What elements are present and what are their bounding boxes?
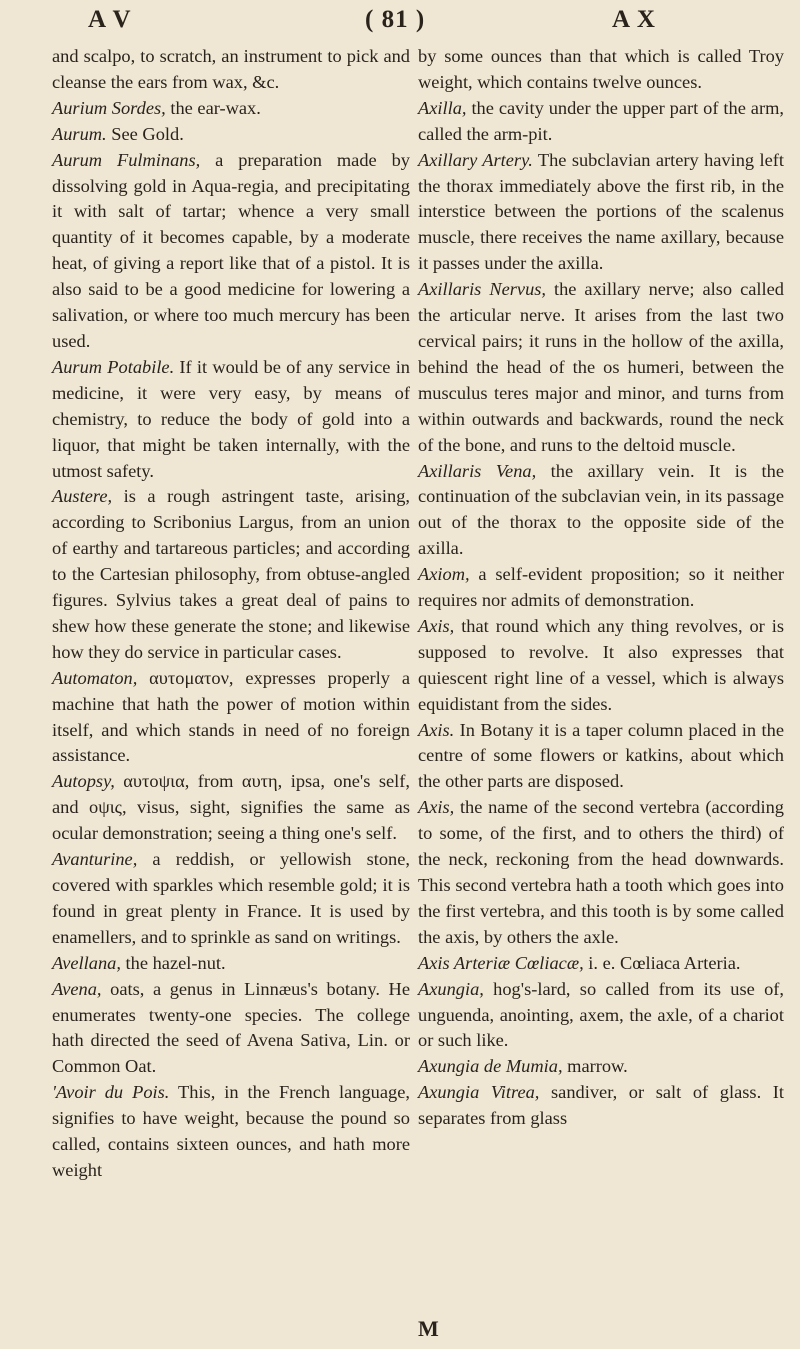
dictionary-entry	[52, 847, 410, 951]
entry-definition: the ear-wax.	[165, 97, 261, 118]
left-column	[52, 44, 410, 1184]
entry-definition: is a rough astringent taste, arising, according to Scribonius Largus, from an union of earthy and tartareous particles; and according to the Cartesian philosophy, from obtuse-angled figures. Sylvius takes a great deal of pains to shew how these generate the stone; and likewise how they do service in particular cases.	[52, 486, 410, 662]
entry-definition: a preparation made by dissolving gold in Aqua-regia, and precipitating it with salt of tartar; whence a very small quantity of it becomes capable, by a moderate heat, of giving a report like that of a pistol. It is also said to be a good medicine for lowering a salivation, or where too much mercury has been used.	[52, 149, 410, 351]
dictionary-entry	[418, 562, 784, 614]
entry-definition: and scalpo, to scratch, an instrument to pick and cleanse the ears from wax, &c.	[52, 46, 410, 92]
entry-term: Axillaris Vena,	[418, 460, 537, 481]
entry-definition: that round which any thing revolves, or is supposed to revolve. It also expresses that quiescent right line of a vessel, which is always equidistant from the sides.	[418, 615, 784, 714]
dictionary-entry	[52, 1080, 410, 1184]
dictionary-entry	[52, 148, 410, 355]
entry-definition: The subclavian artery having left the thorax immediately above the first rib, in the interstice between the portions of the scalenus muscle, there receives the name axillary, because it passes under the axilla.	[418, 149, 784, 274]
dictionary-entry	[418, 148, 784, 278]
entry-definition: i. e. Cœliaca Arteria.	[583, 952, 741, 973]
entry-term: Axungia de Mumia,	[418, 1056, 563, 1077]
entry-definition: the name of the second vertebra (according to some, of the first, and to others the third) of the neck, reckoning from the head downwards. This second vertebra hath a tooth which goes into the first vertebra, and this tooth is by some called the axis, by others the axle.	[418, 797, 784, 947]
entry-term: Aurum.	[52, 123, 107, 144]
entry-term: Avellana,	[52, 952, 121, 973]
entry-term: Aurum Potabile.	[52, 356, 175, 377]
dictionary-entry	[52, 484, 410, 665]
entry-definition: the cavity under the upper part of the arm, called the arm-pit.	[418, 97, 784, 144]
dictionary-entry	[418, 44, 784, 96]
dictionary-entry	[418, 96, 784, 148]
entry-definition: oats, a genus in Linnæus's botany. He enumerates twenty-one species. The college hath directed the seed of Avena Sativa, Lin. or Common Oat.	[52, 978, 410, 1077]
dictionary-entry	[418, 951, 784, 977]
dictionary-entry	[52, 666, 410, 770]
entry-definition: a self-evident proposition; so it neither requires nor admits of demonstration.	[418, 564, 784, 611]
entry-definition: by some ounces than that which is called Troy weight, which contains twelve ounces.	[418, 46, 784, 92]
entry-definition: a reddish, or yellowish stone, covered with sparkles which resemble gold; it is found in great plenty in France. It is used by enamellers, and to sprinkle as sand on writings.	[52, 849, 410, 947]
entry-definition: In Botany it is a taper column placed in the centre of some flowers or katkins, about which the other parts are disposed.	[418, 719, 784, 792]
dictionary-entry	[418, 277, 784, 458]
dictionary-entry	[52, 96, 410, 122]
entry-term: Austere,	[52, 486, 113, 507]
header-right-guide-word: A X	[612, 6, 656, 33]
entry-definition: the axillary vein. It is the continuation of the subclavian vein, in its passage out of the thorax to the opposite side of the axilla.	[418, 460, 784, 559]
entry-definition: This, in the French language, signifies to have weight, because the pound so called, contains sixteen ounces, and hath more weight	[52, 1082, 410, 1180]
entry-term: Axillaris Nervus,	[418, 279, 547, 300]
entry-definition: αυτοψια, from αυτη, ipsa, one's self, and οψις, visus, sight, signifies the same as ocular demonstration; seeing a thing one's self.	[52, 771, 410, 844]
dictionary-entry	[418, 459, 784, 563]
dictionary-entry	[418, 718, 784, 796]
entry-term: Aurium Sordes,	[52, 97, 166, 118]
dictionary-entry	[52, 122, 410, 148]
entry-term: Axis Arteriæ Cœliacæ,	[418, 952, 584, 973]
entry-definition: marrow.	[562, 1056, 628, 1077]
entry-term: 'Avoir du Pois.	[52, 1082, 170, 1103]
dictionary-entry	[418, 1054, 784, 1080]
entry-term: Axis,	[418, 797, 455, 818]
dictionary-entry	[52, 977, 410, 1081]
dictionary-entry	[52, 355, 410, 485]
running-header	[0, 6, 800, 42]
right-column	[418, 44, 784, 1132]
entry-term: Axiom,	[418, 564, 470, 585]
entry-term: Aurum Fulminans,	[52, 149, 201, 170]
entry-definition: See Gold.	[106, 123, 184, 144]
entry-term: Automaton,	[52, 667, 138, 688]
dictionary-entry	[418, 1080, 784, 1132]
entry-term: Axis.	[418, 719, 455, 740]
entry-term: Axis,	[418, 615, 455, 636]
dictionary-entry	[52, 769, 410, 847]
entry-term: Autopsy,	[52, 771, 115, 792]
dictionary-entry	[418, 614, 784, 718]
dictionary-entry	[418, 977, 784, 1055]
signature-mark: M	[418, 1316, 439, 1341]
dictionary-entry	[52, 951, 410, 977]
header-left-guide-word: A V	[88, 6, 132, 33]
entry-term: Axillary Artery.	[418, 149, 533, 170]
dictionary-entry	[418, 795, 784, 950]
entry-term: Axilla,	[418, 97, 467, 118]
entry-definition: the hazel-nut.	[120, 952, 226, 973]
entry-definition: the axillary nerve; also called the articular nerve. It arises from the last two cervical pairs; it runs in the hollow of the axilla, behind the head of the os humeri, between the musculus teres major and minor, and turns from within outwards and backwards, round the neck of the bone, and runs to the deltoid muscle.	[418, 279, 784, 455]
entry-term: Axungia Vitrea,	[418, 1082, 540, 1103]
page-number: ( 81 )	[365, 6, 426, 33]
entry-term: Avanturine,	[52, 849, 138, 870]
entry-term: Avena,	[52, 978, 102, 999]
entry-definition: αυτοματον, expresses properly a machine that hath the power of motion within itself, and which stands in need of no foreign assistance.	[52, 667, 410, 766]
dictionary-entry	[52, 44, 410, 96]
entry-definition: hog's-lard, so called from its use of, unguenda, anointing, axem, the axle, of a chariot or such like.	[418, 978, 784, 1051]
entry-term: Axungia,	[418, 978, 484, 999]
entry-definition: If it would be of any service in medicine, it were very easy, by means of chemistry, to reduce the body of gold into a liquor, that might be taken internally, with the utmost safety.	[52, 356, 410, 481]
entry-definition: sandiver, or salt of glass. It separates from glass	[418, 1082, 785, 1129]
